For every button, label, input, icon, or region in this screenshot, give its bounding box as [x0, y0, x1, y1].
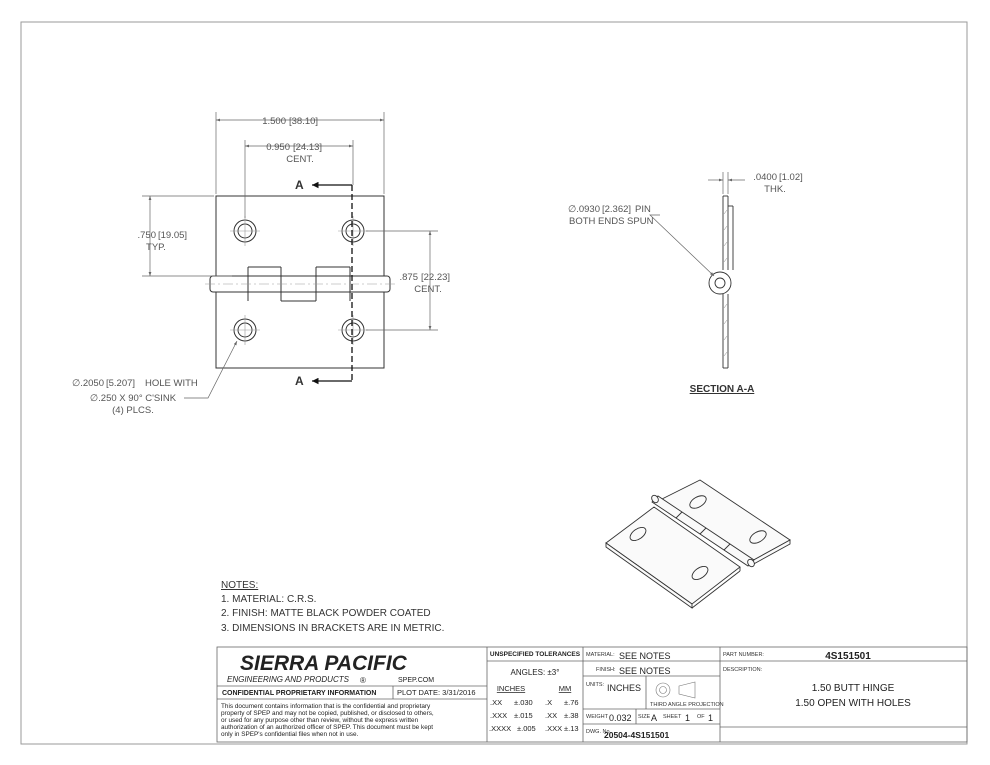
- section-title: SECTION A-A: [689, 384, 755, 395]
- pin-callout-note: BOTH ENDS SPUN: [569, 216, 654, 227]
- weight-label: WEIGHT: [586, 714, 608, 720]
- dim-vert-imperial: .875: [399, 272, 418, 283]
- hole-callout-dia: ∅.2050: [71, 378, 104, 389]
- tolerance-heading: UNSPECIFIED TOLERANCES: [489, 651, 581, 658]
- front-dimension-text: [72, 116, 450, 416]
- section-dimensions: [650, 172, 745, 276]
- tol-in-val-1: ±.030: [514, 698, 533, 707]
- sheet-label: SHEET: [663, 714, 682, 720]
- description-line-2: 1.50 OPEN WITH HOLES: [795, 698, 911, 709]
- section-line: [295, 178, 352, 388]
- tol-mm-val-3: ±.13: [564, 724, 579, 733]
- note-2: 2. FINISH: MATTE BLACK POWDER COATED: [221, 608, 431, 619]
- description-label: DESCRIPTION:: [723, 667, 763, 673]
- section-dimension-text: [568, 172, 803, 395]
- notes: [221, 580, 444, 634]
- tol-mm-fmt-3: .XXX: [545, 724, 563, 733]
- projection-label: THIRD ANGLE PROJECTION: [650, 702, 724, 708]
- hinge-leaf-top: [216, 196, 384, 276]
- tol-in-val-2: ±.015: [514, 711, 533, 720]
- confidential-line-5: only in SPEP's confidential files when not in use.: [221, 731, 359, 738]
- tol-in-fmt-3: .XXXX: [489, 724, 512, 733]
- tol-mm-fmt-1: .X: [545, 698, 553, 707]
- section-letter-top: A: [295, 178, 304, 192]
- confidential-heading: CONFIDENTIAL PROPRIETARY INFORMATION: [222, 690, 377, 697]
- pin-outer: [709, 272, 731, 294]
- notes-heading: NOTES:: [221, 580, 259, 591]
- pin-callout-label: PIN: [635, 204, 651, 215]
- tol-in-fmt-2: .XXX: [490, 711, 508, 720]
- company-website: SPEP.COM: [398, 677, 435, 684]
- company-subtitle: ENGINEERING AND PRODUCTS: [227, 675, 349, 684]
- of-label: OF: [697, 714, 705, 720]
- dim-thk-metric: [1.02]: [779, 172, 803, 183]
- plot-date: PLOT DATE: 3/31/2016: [397, 688, 476, 697]
- note-1: 1. MATERIAL: C.R.S.: [221, 594, 317, 605]
- tol-mm-fmt-2: .XX: [545, 711, 558, 720]
- dim-width-metric: [38.10]: [289, 116, 319, 127]
- tol-mm-val-2: ±.38: [564, 711, 579, 720]
- dim-centers-metric: [24.13]: [293, 142, 323, 153]
- sheet-total: 1: [708, 713, 714, 723]
- part-number-label: PART NUMBER:: [723, 652, 764, 658]
- part-number-value: 4S151501: [825, 651, 871, 662]
- hole-callout-qty: (4) PLCS.: [112, 405, 154, 416]
- section-view: [709, 196, 733, 368]
- dwg-no-value: 20504-4S151501: [604, 730, 670, 740]
- material-label: MATERIAL:: [586, 652, 615, 658]
- units-value: INCHES: [607, 683, 642, 693]
- confidential-line-1: This document contains information that is the confidential and proprietary: [221, 703, 431, 710]
- isometric-view: [606, 480, 790, 608]
- dwg-no-label: DWG. No.: [586, 729, 612, 735]
- units-label: UNITS:: [586, 682, 605, 688]
- dim-centers-imperial: 0.950: [266, 142, 290, 153]
- finish-label: FINISH:: [596, 667, 616, 673]
- confidential-line-4: authorization of an authorized officer of SPEP. This document must be kept: [221, 724, 434, 731]
- finish-value: SEE NOTES: [619, 666, 671, 676]
- note-3: 3. DIMENSIONS IN BRACKETS ARE IN METRIC.: [221, 623, 445, 634]
- material-value: SEE NOTES: [619, 651, 671, 661]
- tolerance-angles: ANGLES: ±3°: [510, 668, 560, 677]
- weight-value: 0.032: [609, 713, 632, 723]
- tol-in-fmt-1: .XX: [490, 698, 503, 707]
- mounting-holes: [234, 220, 364, 341]
- dim-vert-metric: [22.23]: [421, 272, 451, 283]
- confidential-line-3: or used for any purpose other than review, without the express written: [221, 717, 419, 724]
- size-label: SIZE: [638, 714, 651, 720]
- tolerance-mm-label: MM: [558, 684, 572, 693]
- sheet-value: 1: [685, 713, 691, 723]
- section-letter-bottom: A: [295, 374, 304, 388]
- pin-callout-dia: ∅.0930: [567, 204, 600, 215]
- pin-inner: [715, 278, 725, 288]
- dim-width-imperial: 1.500: [262, 116, 286, 127]
- dim-row-imperial: .750: [137, 230, 156, 241]
- size-value: A: [651, 713, 658, 723]
- dim-thk-imperial: .0400: [753, 172, 777, 183]
- hole-callout-csink: ∅.250 X 90° C'SINK: [89, 393, 177, 404]
- tolerance-inches-label: INCHES: [496, 684, 526, 693]
- dim-row-metric: [19.05]: [158, 230, 188, 241]
- company-name: SIERRA PACIFIC: [240, 652, 407, 675]
- dim-centers-note: CENT.: [286, 154, 314, 165]
- hole-callout-metric: [5.207]: [106, 378, 136, 389]
- tol-mm-val-1: ±.76: [564, 698, 579, 707]
- description-line-1: 1.50 BUTT HINGE: [811, 683, 895, 694]
- dim-row-note: TYP.: [146, 242, 166, 253]
- front-view: [205, 196, 395, 368]
- hole-callout-with: HOLE WITH: [145, 378, 198, 389]
- registered-mark: ®: [360, 676, 366, 685]
- confidential-line-2: property of SPEP and may not be copied, published, or disclosed to others,: [221, 710, 434, 717]
- tol-in-val-3: ±.005: [517, 724, 536, 733]
- pin-callout-metric: [2.362]: [602, 204, 632, 215]
- dim-vert-note: CENT.: [414, 284, 442, 295]
- dim-thk-note: THK.: [764, 184, 786, 195]
- projection-icon: [656, 682, 695, 698]
